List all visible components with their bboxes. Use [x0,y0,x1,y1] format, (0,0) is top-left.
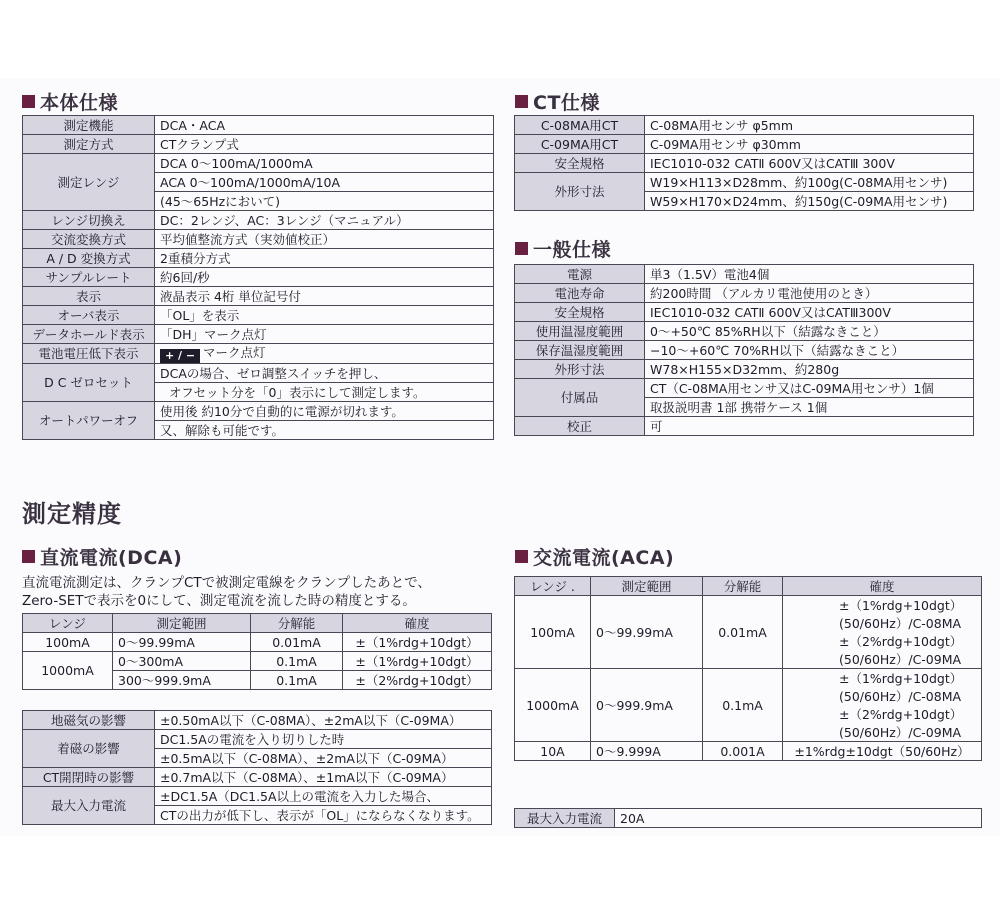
accuracy-cell: ±（1%rdg+10dgt） [343,633,492,652]
table-row [23,211,494,230]
top-margin [0,0,1000,78]
table-row [23,652,492,671]
row-key: D C ゼロセット [23,364,155,402]
row-key: 校正 [515,417,645,436]
accuracy-line: ±（2%rdg+10dgt） [783,632,982,650]
table-row [515,379,974,398]
table-row [515,669,982,688]
dca-description-line: Zero-SETで表示を0にして、測定電流を流した時の精度とする。 [22,593,416,609]
measure-cell: 0～9.999A [591,742,703,761]
row-value: 液晶表示 4桁 単位記号付 [155,287,494,306]
row-key: サンプルレート [23,268,155,287]
row-key: 地磁気の影響 [23,711,155,730]
row-value: 約6回/秒 [155,268,494,287]
row-value: IEC1010-032 CATⅡ 600V又はCATⅢ 300V [645,154,974,173]
ct-spec-table [514,115,974,211]
table-row [515,596,982,615]
row-key: 安全規格 [515,154,645,173]
table-row [23,633,492,652]
table-row [515,135,974,154]
row-key: 測定機能 [23,116,155,135]
column-header: 測定範囲 [113,614,251,633]
row-value: 2重積分方式 [155,249,494,268]
row-value: オフセット分を「0」表示にして測定します。 [155,383,494,402]
row-key: 外形寸法 [515,360,645,379]
table-row [23,306,494,325]
aca-heading: 交流電流(ACA) [515,543,674,570]
column-header: 確度 [343,614,492,633]
table-row [515,322,974,341]
table-row [515,284,974,303]
row-value: (45～65Hzにおいて) [155,192,494,211]
row-key: 測定レンジ [23,154,155,211]
heading-square-icon [515,95,528,108]
table-row [23,135,494,154]
dca-effects-table [22,710,492,825]
table-row [515,173,974,192]
ct-spec-heading: CT仕様 [515,88,600,115]
row-value: 可 [645,417,974,436]
table-row [515,742,982,761]
aca-accuracy-table [514,576,982,761]
row-key: 最大入力電流 [23,787,155,825]
row-key: 付属品 [515,379,645,417]
aca-max-input-table [514,808,982,828]
column-header: 分解能 [251,614,343,633]
row-value: 平均値整流方式（実効値校正） [155,230,494,249]
resolution-cell: 0.01mA [251,633,343,652]
dca-accuracy-table [22,613,492,690]
row-value: C-08MA用センサ φ5mm [645,116,974,135]
table-row [515,116,974,135]
table-row [515,341,974,360]
row-value [155,344,494,364]
accuracy-line: ±（1%rdg+10dgt） [783,596,982,615]
table-row [515,360,974,379]
measure-cell: 0～300mA [113,652,251,671]
range-cell: 100mA [23,633,113,652]
row-value: 約200時間 （アルカリ電池使用のとき） [645,284,974,303]
row-key: 外形寸法 [515,173,645,211]
row-value: ±0.7mA以下（C-08MA）、±1mA以下（C-09MA） [155,768,492,787]
resolution-cell: 0.1mA [703,669,783,742]
row-value: W59×H170×D24mm、約150g(C-09MA用センサ) [645,192,974,211]
accuracy-line: ±1%rdg±10dgt（50/60Hz） [783,742,982,761]
battery-plus-minus-icon: + / − [160,349,200,363]
range-cell: 1000mA [515,669,591,742]
dca-description-line: 直流電流測定は、クランプCTで被測定電線をクランプしたあとで、 [22,575,431,591]
row-value: DCAの場合、ゼロ調整スイッチを押し、 [155,364,494,383]
table-row [23,325,494,344]
row-value: W78×H155×D32mm、約280g [645,360,974,379]
table-row [23,730,492,749]
table-row [23,249,494,268]
row-value: −10～+60℃ 70%RH以下（結露なきこと） [645,341,974,360]
row-value: CTクランプ式 [155,135,494,154]
row-key: 最大入力電流 [515,809,615,828]
row-key: 電源 [515,265,645,284]
row-key: 保存温湿度範囲 [515,341,645,360]
table-row [23,787,492,806]
row-key: 安全規格 [515,303,645,322]
column-header: 測定範囲 [591,577,703,596]
range-cell: 10A [515,742,591,761]
general-spec-heading: 一般仕様 [515,235,611,262]
row-value: W19×H113×D28mm、約100g(C-08MA用センサ) [645,173,974,192]
accuracy-title: 測定精度 [22,500,122,528]
table-row [515,303,974,322]
row-key: オートパワーオフ [23,402,155,440]
heading-square-icon [22,550,35,563]
heading-square-icon [515,550,528,563]
heading-square-icon [22,95,35,108]
row-value: 20A [615,809,982,828]
table-row [23,711,492,730]
main-spec-table [22,115,494,440]
table-row [23,116,494,135]
row-value: 0～+50℃ 85%RH以下（結露なきこと） [645,322,974,341]
table-row [23,364,494,383]
accuracy-line: (50/60Hz）/C-09MA [783,723,982,742]
measure-cell: 0～99.99mA [591,596,703,669]
row-value-text: マーク点灯 [203,345,266,360]
bottom-margin [0,836,1000,900]
measure-cell: 0～999.9mA [591,669,703,742]
row-key: 着磁の影響 [23,730,155,768]
column-header: レンジ [23,614,113,633]
table-row [23,344,494,364]
table-header-row [515,577,982,596]
accuracy-cell: ±（1%rdg+10dgt） [343,652,492,671]
table-row [515,265,974,284]
range-cell: 1000mA [23,652,113,690]
row-value: DCA 0～100mA/1000mA [155,154,494,173]
row-value: 「DH」マーク点灯 [155,325,494,344]
table-row [23,402,494,421]
accuracy-cell: ±（2%rdg+10dgt） [343,671,492,690]
column-header: レンジ . [515,577,591,596]
table-row [515,154,974,173]
row-key: レンジ切換え [23,211,155,230]
row-key: 使用温湿度範囲 [515,322,645,341]
row-key: C-08MA用CT [515,116,645,135]
dca-description [22,574,492,610]
table-row [23,287,494,306]
table-header-row [23,614,492,633]
table-row [23,230,494,249]
column-header: 分解能 [703,577,783,596]
row-value: DCA・ACA [155,116,494,135]
row-value: 使用後 約10分で自動的に電源が切れます。 [155,402,494,421]
row-value: CTの出力が低下し、表示が「OL」にならなくなります。 [155,806,492,825]
row-value: ±0.5mA以下（C-08MA）、±2mA以下（C-09MA） [155,749,492,768]
table-row [515,417,974,436]
table-row [23,268,494,287]
accuracy-line: ±（2%rdg+10dgt） [783,705,982,723]
accuracy-line: (50/60Hz）/C-08MA [783,614,982,632]
row-value: ACA 0～100mA/1000mA/10A [155,173,494,192]
row-value: 「OL」を表示 [155,306,494,325]
dca-heading: 直流電流(DCA) [22,543,182,570]
resolution-cell: 0.01mA [703,596,783,669]
accuracy-line: (50/60Hz）/C-09MA [783,650,982,669]
accuracy-line: (50/60Hz）/C-08MA [783,687,982,705]
row-value: IEC1010-032 CATⅡ 600V又はCATⅢ300V [645,303,974,322]
row-value: DC：2レンジ、AC：3レンジ（マニュアル） [155,211,494,230]
main-spec-heading: 本体仕様 [22,88,118,115]
row-value: ±DC1.5A（DC1.5A以上の電流を入力した場合、 [155,787,492,806]
row-value: CT（C-08MA用センサ又はC-09MA用センサ）1個 [645,379,974,398]
table-row [23,768,492,787]
table-row [23,154,494,173]
row-key: 交流変換方式 [23,230,155,249]
resolution-cell: 0.1mA [251,652,343,671]
row-key: オーバ表示 [23,306,155,325]
heading-square-icon [515,242,528,255]
row-key: 電池寿命 [515,284,645,303]
resolution-cell: 0.1mA [251,671,343,690]
accuracy-line: ±（1%rdg+10dgt） [783,669,982,688]
column-header: 確度 [783,577,982,596]
row-value: 取扱説明書 1部 携帯ケース 1個 [645,398,974,417]
measure-cell: 0～99.99mA [113,633,251,652]
row-key: 測定方式 [23,135,155,154]
measure-cell: 300～999.9mA [113,671,251,690]
row-key: データホールド表示 [23,325,155,344]
row-value: 単3（1.5V）電池4個 [645,265,974,284]
row-key: A / D 変換方式 [23,249,155,268]
row-key: 電池電圧低下表示 [23,344,155,364]
table-row [515,809,982,828]
row-key: 表示 [23,287,155,306]
general-spec-table [514,264,974,436]
row-key: CT開閉時の影響 [23,768,155,787]
row-value: C-09MA用センサ φ30mm [645,135,974,154]
range-cell: 100mA [515,596,591,669]
row-key: C-09MA用CT [515,135,645,154]
row-value: DC1.5Aの電流を入り切りした時 [155,730,492,749]
resolution-cell: 0.001A [703,742,783,761]
row-value: 又、解除も可能です。 [155,421,494,440]
row-value: ±0.50mA以下（C-08MA）、±2mA以下（C-09MA） [155,711,492,730]
